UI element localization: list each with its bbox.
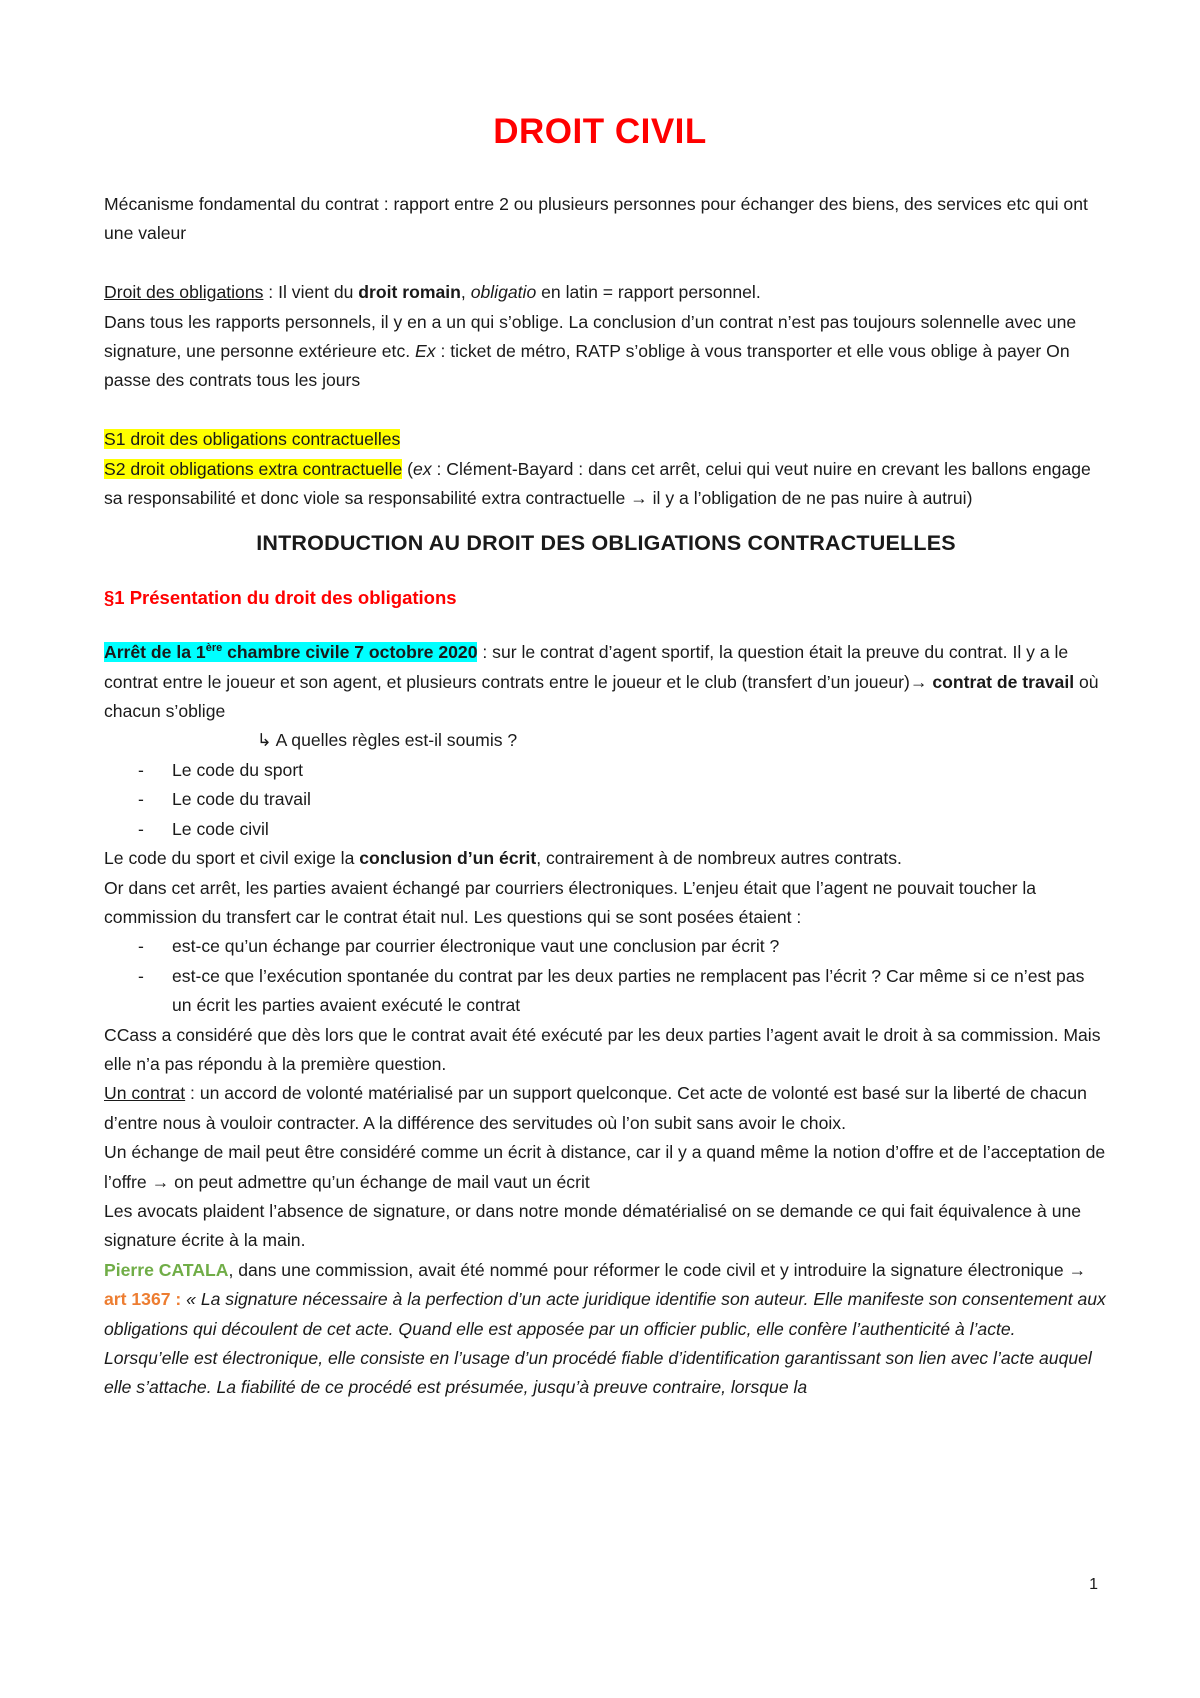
document-body xyxy=(104,190,1108,1403)
subsection-title: §1 Présentation du droit des obligations xyxy=(104,586,457,608)
or-dans-paragraph: Or dans cet arrêt, les parties avaient échangé par courriers électroniques. L’enjeu était que l’agent ne pouvait toucher la commission du transfert car le contrat était nul. Les questions qui se sont posées étaient : xyxy=(104,877,1037,927)
rapports-paragraph: Dans tous les rapports personnels, il y en a un qui s’oblige. La conclusion d’un contrat n’est pas toujours solennelle avec une signature, une personne extérieure etc. Ex : ticket de métro, RATP s’oblige à vous transporter et elle vous oblige à payer On passe des contrats tous les jours xyxy=(104,311,1077,391)
codes-list xyxy=(104,756,1108,844)
ccass-paragraph: CCass a considéré que dès lors que le contrat avait été exécuté par les deux parties l’agent avait le droit à sa commission. Mais elle n’a pas répondu à la première question. xyxy=(104,1024,1101,1074)
section-title: INTRODUCTION AU DROIT DES OBLIGATIONS CONTRACTUELLES xyxy=(256,531,956,556)
code-sport-paragraph: Le code du sport et civil exige la conclusion d’un écrit, contrairement à de nombreux autres contrats. xyxy=(104,848,902,869)
intro-paragraph: Mécanisme fondamental du contrat : rapport entre 2 ou plusieurs personnes pour échanger des biens, des services etc qui ont une valeur xyxy=(104,194,1088,244)
contrat-travail: contrat de travail xyxy=(932,671,1075,692)
arret-paragraph: Arrêt de la 1ère chambre civile 7 octobre 2020 : sur le contrat d’agent sportif, la question était la preuve du contrat. Il y a le contrat entre le joueur et son agent, et plusieurs contrats entre le joueur et le club (transfert d’un joueur)→ contrat de travail où chacun s’oblige xyxy=(104,642,1099,722)
arret-highlight: Arrêt de la 1ère chambre civile 7 octobre 2020 xyxy=(104,642,478,663)
list-item: - est-ce qu’un échange par courrier électronique vaut une conclusion par écrit ? xyxy=(138,936,780,957)
s1-line xyxy=(104,425,1108,454)
mail-paragraph: Un échange de mail peut être considéré comme un écrit à distance, car il y a quand même la notion d’offre et de l’acceptation de l’offre → on peut admettre qu’un échange de mail vaut un écrit xyxy=(104,1142,1106,1192)
droit-romain: droit romain xyxy=(358,282,461,303)
questions-list xyxy=(104,932,1108,1020)
obligations-paragraph: Droit des obligations : Il vient du droit romain, obligatio en latin = rapport personnel. xyxy=(104,282,761,303)
catala-name: Pierre CATALA xyxy=(104,1259,229,1280)
article-ref: art 1367 : xyxy=(104,1289,182,1310)
list-item: - Le code du sport xyxy=(138,759,304,780)
list-item: - est-ce que l’exécution spontanée du contrat par les deux parties ne remplacent pas l’écrit ? Car même si ce n’est pas un écrit les parties avaient exécuté le contrat xyxy=(138,965,1085,1016)
s2-highlight: S2 droit obligations extra contractuelle xyxy=(104,458,403,479)
list-item: - Le code du travail xyxy=(138,789,311,810)
catala-paragraph: Pierre CATALA, dans une commission, avait été nommé pour réformer le code civil et y introduire la signature électronique → art 1367 : « La signature nécessaire à la perfection d’un acte juridique identifie son auteur. Elle manifeste son consentement aux obligations qui découlent de cet acte. Quand elle est apposée par un officier public, elle confère l’authenticité à l’acte. xyxy=(104,1259,1106,1339)
list-item: - Le code civil xyxy=(138,818,269,839)
un-contrat-paragraph: Un contrat : un accord de volonté matérialisé par un support quelconque. Cet acte de volonté est basé sur la liberté de chacun d’entre nous à vouloir contracter. A la différence des servitudes où l’on subit sans avoir le choix. xyxy=(104,1083,1087,1133)
s2-paragraph: S2 droit obligations extra contractuelle (ex : Clément-Bayard : dans cet arrêt, celui qui veut nuire en crevant les ballons engage sa responsabilité et donc viole sa responsabilité extra contractuelle → il y a l’obligation de ne pas nuire à autrui) xyxy=(104,458,1091,509)
s1-highlight: S1 droit des obligations contractuelles xyxy=(104,429,401,450)
page-number: 1 xyxy=(1089,1576,1098,1593)
avocats-paragraph: Les avocats plaident l’absence de signature, or dans notre monde dématérialisé on se demande ce qui fait équivalence à une signature écrite à la main. xyxy=(104,1200,1082,1251)
quote-paragraph: Lorsqu’elle est électronique, elle consiste en l’usage d’un procédé fiable d’identification garantissant son lien avec l’acte auquel elle s’attache. La fiabilité de ce procédé est présumée, jusqu’à preuve contraire, lorsque la xyxy=(104,1348,1092,1398)
document-title: DROIT CIVIL xyxy=(493,112,707,151)
obligatio-term: obligatio xyxy=(470,282,537,303)
rules-question: ↳ A quelles règles est-il soumis ? xyxy=(257,730,518,751)
obligations-label: Droit des obligations xyxy=(104,282,264,303)
